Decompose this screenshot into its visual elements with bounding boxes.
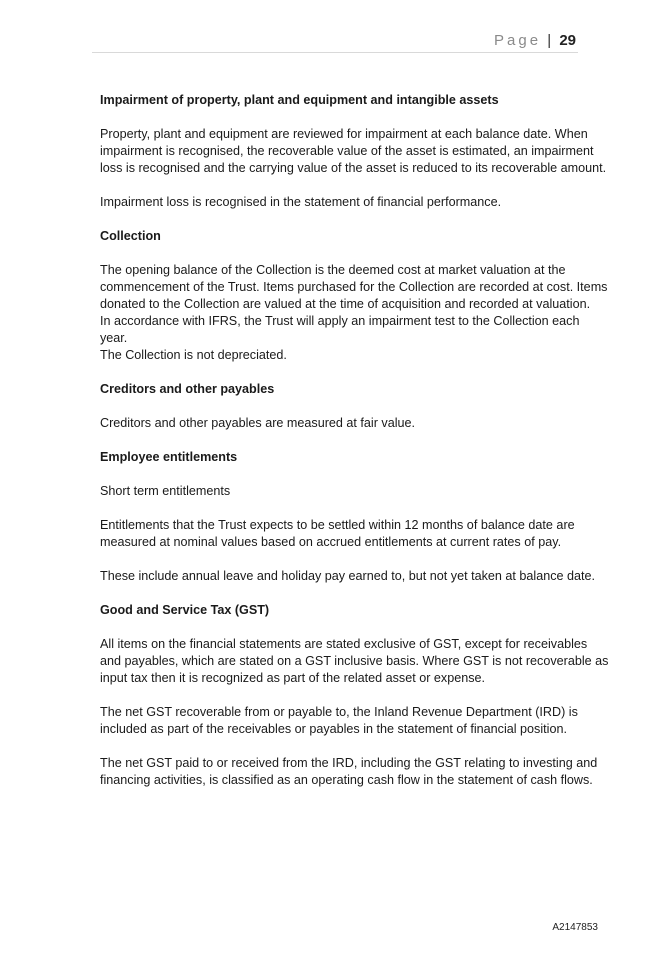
paragraph-creditors-1: Creditors and other payables are measured at fair value. <box>100 416 416 430</box>
paragraph-gst-1: All items on the financial statements are stated exclusive of GST, except for receivables and payables, which are stated on a GST inclusive basis. Where GST is not recoverable as input tax then it is recognized as part of the related asset or expense. <box>100 637 609 685</box>
page-number <box>494 32 576 49</box>
paragraph-gst-3: The net GST paid to or received from the IRD, including the GST relating to investing and financing activities, is classified as an operating cash flow in the statement of cash flows. <box>100 756 598 787</box>
paragraph-collection-3: The Collection is not depreciated. <box>100 348 287 362</box>
paragraph-collection-1: The opening balance of the Collection is the deemed cost at market valuation at the commencement of the Trust. Items purchased for the Collection are recorded at cost. Items donated to the Collection are valued at the time of acquisition and recorded at valuation. <box>100 263 608 311</box>
heading-impairment: Impairment of property, plant and equipment and intangible assets <box>100 93 499 107</box>
paragraph-employee-1: Short term entitlements <box>100 484 231 498</box>
page-word: Page <box>494 32 542 49</box>
heading-employee-entitlements: Employee entitlements <box>100 450 238 464</box>
paragraph-impairment-2: Impairment loss is recognised in the statement of financial performance. <box>100 195 502 209</box>
heading-collection: Collection <box>100 229 161 243</box>
page-separator: | <box>547 32 552 49</box>
heading-gst: Good and Service Tax (GST) <box>100 603 270 617</box>
page-header <box>92 30 578 53</box>
page-number-value: 29 <box>559 32 576 49</box>
paragraph-employee-2: Entitlements that the Trust expects to be settled within 12 months of balance date are measured at nominal values based on accrued entitlements at current rates of pay. <box>100 518 575 549</box>
heading-creditors: Creditors and other payables <box>100 382 275 396</box>
document-id: A2147853 <box>552 922 598 933</box>
paragraph-collection-2: In accordance with IFRS, the Trust will apply an impairment test to the Collection each year. <box>100 314 580 345</box>
document-body <box>100 92 610 806</box>
paragraph-gst-2: The net GST recoverable from or payable to, the Inland Revenue Department (IRD) is included as part of the receivables or payables in the statement of financial position. <box>100 705 578 736</box>
paragraph-impairment-1: Property, plant and equipment are reviewed for impairment at each balance date. When impairment is recognised, the recoverable value of the asset is estimated, an impairment loss is recognised and the carrying value of the asset is reduced to its recoverable amount. <box>100 127 607 175</box>
paragraph-collection <box>100 262 610 364</box>
paragraph-employee-3: These include annual leave and holiday pay earned to, but not yet taken at balance date. <box>100 569 596 583</box>
